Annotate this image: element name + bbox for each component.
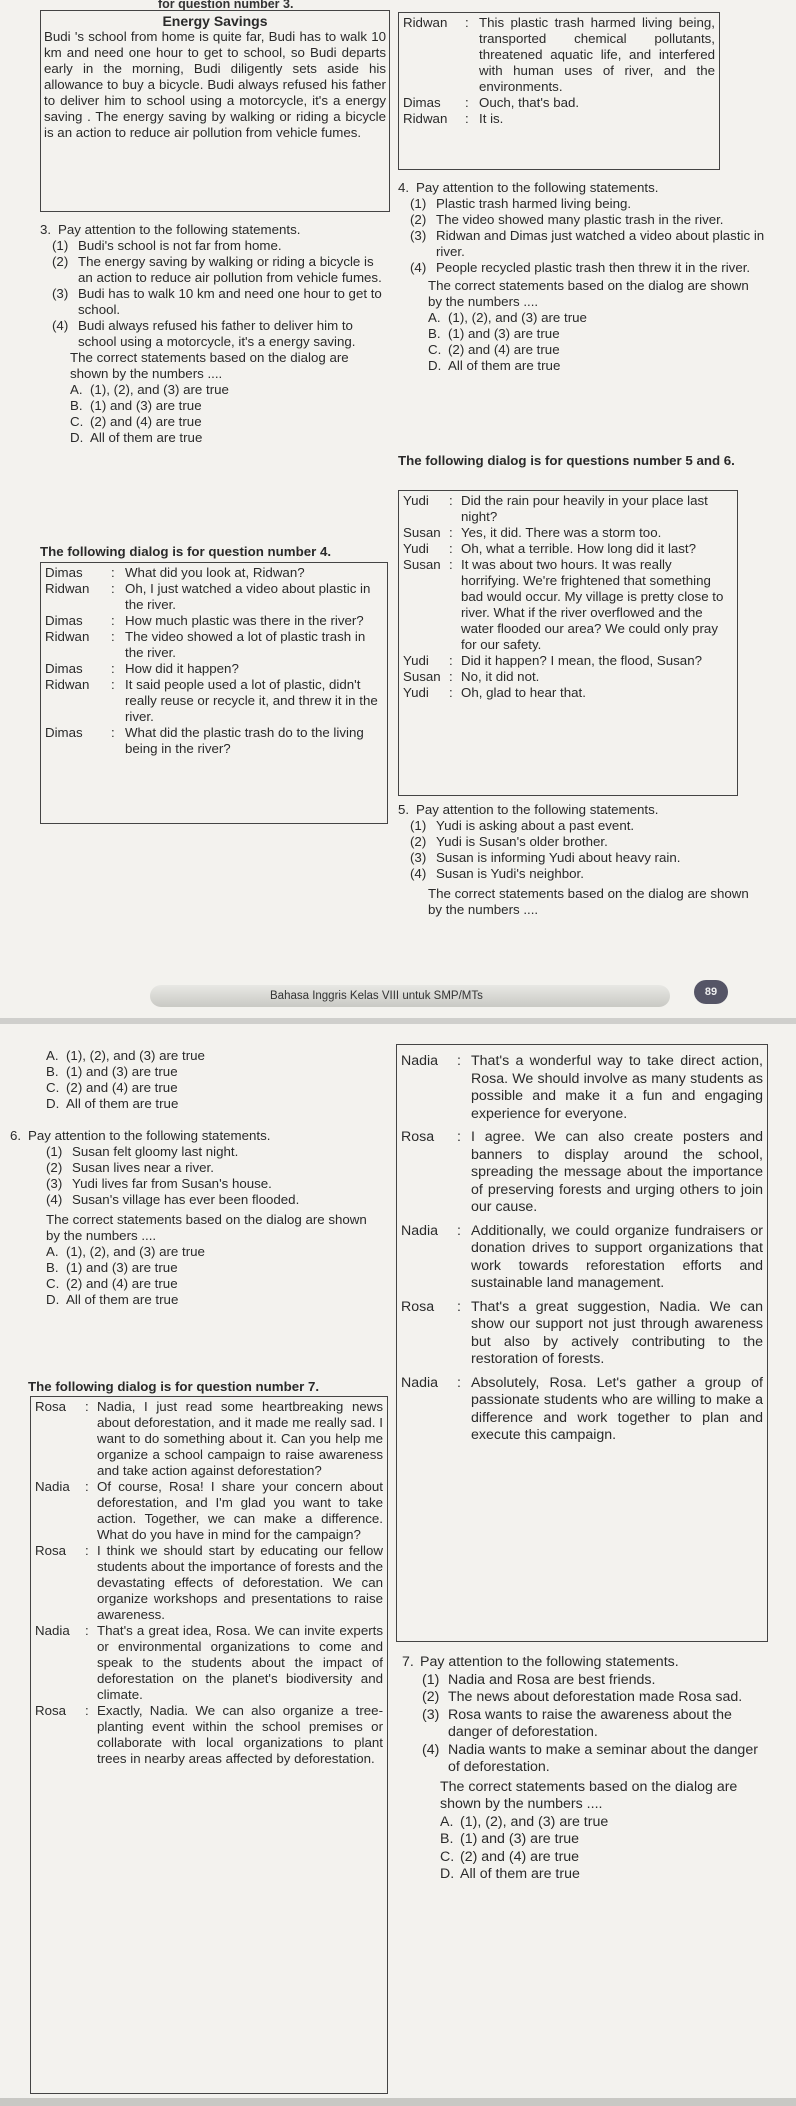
q3-stem	[40, 222, 390, 238]
q4-number: 4.	[398, 180, 410, 195]
header-fragment: for question number 3.	[158, 0, 294, 11]
line-text: Oh, I just watched a video about plastic in the river.	[125, 581, 371, 612]
speaker: Dimas	[45, 725, 83, 740]
q5-statement	[398, 866, 766, 882]
q6-statement	[10, 1176, 396, 1192]
speaker: Ridwan	[403, 111, 448, 126]
line-text: Nadia, I just read some heartbreaking news about deforestation, and it made me really sad. I want to do something about it. Can you help me organize a school campaign to raise awareness and take action against deforestation?	[97, 1399, 383, 1478]
q4-s3-text: Ridwan and Dimas just watched a video about plastic in river.	[436, 228, 765, 259]
dialog56-lines	[403, 493, 733, 701]
q5-lead: The correct statements based on the dialog are shown by the numbers ....	[428, 886, 749, 917]
option-letter: C.	[46, 1276, 60, 1291]
line-text: Yes, it did. There was a storm too.	[461, 525, 662, 540]
option-letter: B.	[46, 1064, 59, 1079]
colon: :	[457, 1053, 461, 1069]
q5-s2-text: Yudi is Susan's older brother.	[436, 834, 608, 849]
q5-option-d[interactable]	[34, 1096, 396, 1112]
q3-statement	[40, 238, 390, 254]
q5-number: 5.	[398, 802, 410, 817]
dialog56-box	[398, 490, 738, 796]
option-text: (1) and (3) are true	[460, 1831, 580, 1847]
dialog7-continued-lines	[401, 1053, 763, 1445]
dialog56-heading: The following dialog is for questions number 5 and 6.	[398, 453, 735, 468]
q7-s2-num: (2)	[422, 1689, 440, 1705]
option-text: All of them are true	[460, 1866, 580, 1882]
colon: :	[85, 1623, 89, 1638]
book-title: Bahasa Inggris Kelas VIII untuk SMP/MTs	[270, 990, 483, 1002]
colon: :	[449, 541, 453, 556]
q7-s4-text: Nadia wants to make a seminar about the danger of deforestation.	[448, 1741, 758, 1775]
option-letter: D.	[70, 430, 84, 445]
q3-stem-text: Pay attention to the following statements.	[58, 222, 301, 237]
speaker: Nadia	[401, 1374, 439, 1391]
q6-option-b[interactable]	[10, 1260, 396, 1276]
question-7	[402, 1654, 768, 1884]
line-text: I agree. We can also create posters and banners to display around the school, spreading the message about the importance of preserving forests and urging others to join our cause.	[471, 1129, 763, 1215]
option-text: All of them are true	[90, 430, 203, 445]
q7-s2-text: The news about deforestation made Rosa sad.	[448, 1689, 743, 1705]
dialog4-continued-lines	[403, 15, 715, 127]
q5-option-a[interactable]	[34, 1048, 396, 1064]
colon: :	[111, 629, 115, 644]
dialog7-heading: The following dialog is for question number 7.	[28, 1379, 320, 1394]
q4-option-b[interactable]	[398, 326, 766, 342]
option-letter: C.	[70, 414, 84, 429]
speaker: Rosa	[35, 1543, 67, 1558]
q7-statement	[402, 1707, 768, 1742]
option-letter: A.	[46, 1244, 59, 1259]
q5-s3-num: (3)	[410, 850, 427, 865]
q7-statement	[402, 1672, 768, 1690]
line-text: No, it did not.	[461, 669, 540, 684]
q5-statement	[398, 850, 766, 866]
q3-statement	[40, 254, 390, 286]
option-letter: A.	[46, 1048, 59, 1063]
q3-s3-text: Budi has to walk 10 km and need one hour to get to school.	[78, 286, 382, 317]
speaker: Dimas	[45, 613, 83, 628]
option-letter: D.	[440, 1866, 455, 1882]
option-text: (1), (2), and (3) are true	[66, 1048, 205, 1063]
q3-option-a[interactable]	[40, 382, 390, 398]
q3-statement	[40, 286, 390, 318]
q6-statement	[10, 1144, 396, 1160]
option-text: (2) and (4) are true	[90, 414, 202, 429]
question-4	[398, 180, 766, 374]
line-text: It was about two hours. It was really horrifying. We're frightened that something bad would occur. My village is pretty close to river. What if the river overflowed and the water flooded our area? We could only pray for our safety.	[461, 557, 724, 652]
speaker: Rosa	[401, 1298, 435, 1315]
q6-s1-text: Susan felt gloomy last night.	[72, 1144, 239, 1159]
colon: :	[449, 493, 453, 508]
q4-option-c[interactable]	[398, 342, 766, 358]
option-text: (2) and (4) are true	[66, 1080, 178, 1095]
q4-s4-text: People recycled plastic trash then threw it in the river.	[436, 260, 751, 275]
q7-statement	[402, 1689, 768, 1707]
q6-s2-text: Susan lives near a river.	[72, 1160, 214, 1175]
q3-s3-num: (3)	[52, 286, 69, 301]
q5-option-c[interactable]	[34, 1080, 396, 1096]
q5-s1-num: (1)	[410, 818, 427, 833]
line-text: Absolutely, Rosa. Let's gather a group of passionate students who are willing to make a difference and work together to plan and execute this campaign.	[471, 1374, 763, 1443]
line-text: That's a great suggestion, Nadia. We can show our support not just through awareness but also by actively contributing to the restoration of forests.	[471, 1298, 763, 1367]
line-text: That's a wonderful way to take direct action, Rosa. We should involve as many students as possible and make it a fun and engaging experience for everyone.	[471, 1053, 763, 1122]
q3-s1-text: Budi's school is not far from home.	[78, 238, 282, 253]
option-letter: A.	[428, 310, 441, 325]
line-text: How much plastic was there in the river?	[125, 613, 364, 628]
q3-option-d[interactable]	[40, 430, 390, 446]
colon: :	[111, 565, 115, 580]
q6-lead: The correct statements based on the dialog are shown by the numbers ....	[46, 1212, 367, 1243]
dialog7-continued-box	[396, 1044, 768, 1642]
line-text: I think we should start by educating our fellow students about the importance of forests and the devastating effects of deforestation. We can organize workshops and presentations to raise awareness.	[97, 1543, 383, 1622]
question-3	[40, 222, 390, 446]
q6-statement	[10, 1160, 396, 1176]
q6-s3-text: Yudi lives far from Susan's house.	[72, 1176, 272, 1191]
q7-s3-text: Rosa wants to raise the awareness about the danger of deforestation.	[448, 1706, 732, 1740]
line-text: It is.	[479, 111, 504, 126]
speaker: Rosa	[35, 1399, 67, 1414]
colon: :	[457, 1129, 461, 1145]
speaker: Ridwan	[403, 15, 448, 30]
speaker: Dimas	[403, 95, 441, 110]
q7-option-d[interactable]	[402, 1866, 768, 1884]
energy-title: Energy Savings	[162, 13, 268, 29]
speaker: Nadia	[35, 1623, 70, 1638]
question-5	[398, 802, 766, 918]
option-text: (1) and (3) are true	[90, 398, 202, 413]
energy-paragraph: Budi 's school from home is quite far, Budi has to walk 10 km and need one hour to get to school, so Budi departs early in the morning, Budi diligently sets aside his allowance to buy a bicycle. Budi always refused his father to deliver him to school using a motorcycle, it's a energy saving . The energy saving by walking or riding a bicycle is an action to reduce air pollution from vehicle fumes.	[44, 29, 386, 140]
q5-option-b[interactable]	[34, 1064, 396, 1080]
speaker: Ridwan	[45, 677, 90, 692]
line-text: This plastic trash harmed living being, transported chemical pollutants, threatened aquatic life, and interfered with human uses of river, and the environments.	[479, 15, 715, 94]
colon: :	[465, 15, 469, 30]
colon: :	[457, 1298, 461, 1315]
option-text: (1), (2), and (3) are true	[460, 1813, 609, 1830]
option-letter: A.	[70, 382, 83, 397]
q4-s2-num: (2)	[410, 212, 427, 227]
q7-option-c[interactable]	[402, 1849, 768, 1867]
q4-statement	[398, 196, 766, 212]
q3-option-b[interactable]	[40, 398, 390, 414]
q4-s4-num: (4)	[410, 260, 427, 275]
q4-statement	[398, 212, 766, 228]
q6-stem	[10, 1128, 396, 1144]
textbook-page-89	[0, 0, 796, 1018]
option-text: (1) and (3) are true	[66, 1260, 178, 1275]
q3-statement	[40, 318, 390, 350]
q5-s3-text: Susan is informing Yudi about heavy rain.	[436, 850, 681, 865]
colon: :	[457, 1374, 461, 1391]
q7-number: 7.	[402, 1654, 414, 1670]
speaker: Nadia	[35, 1479, 70, 1494]
colon: :	[111, 661, 115, 676]
q5-statement	[398, 834, 766, 850]
q6-statement	[10, 1192, 396, 1208]
q5-statement	[398, 818, 766, 834]
option-text: (1), (2), and (3) are true	[90, 382, 229, 397]
colon: :	[111, 725, 115, 740]
dialog7-box	[30, 1396, 388, 2094]
q7-statement	[402, 1742, 768, 1777]
q5-s2-num: (2)	[410, 834, 427, 849]
line-text: What did the plastic trash do to the living being in the river?	[125, 725, 364, 756]
option-text: All of them are true	[66, 1292, 179, 1307]
q3-option-c[interactable]	[40, 414, 390, 430]
line-text: The video showed a lot of plastic trash in the river.	[125, 629, 366, 660]
speaker: Rosa	[35, 1703, 67, 1718]
q5-s1-text: Yudi is asking about a past event.	[436, 818, 635, 833]
energy-savings-box	[40, 10, 390, 212]
q6-s3-num: (3)	[46, 1176, 63, 1191]
q6-s4-num: (4)	[46, 1192, 63, 1207]
q7-option-a[interactable]	[402, 1814, 768, 1832]
q3-s4-num: (4)	[52, 318, 69, 333]
colon: :	[449, 653, 453, 668]
colon: :	[85, 1703, 89, 1718]
line-text: It said people used a lot of plastic, didn't really reuse or recycle it, and threw it in the river.	[125, 677, 378, 724]
speaker: Ridwan	[45, 581, 90, 596]
colon: :	[111, 581, 115, 596]
q4-s3-num: (3)	[410, 228, 427, 243]
speaker: Dimas	[45, 661, 83, 676]
line-text: Did it happen? I mean, the flood, Susan?	[461, 653, 702, 668]
q4-lead: The correct statements based on the dialog are shown by the numbers ....	[428, 278, 749, 309]
q6-number: 6.	[10, 1128, 22, 1143]
speaker: Dimas	[45, 565, 83, 580]
line-text: Ouch, that's bad.	[479, 95, 580, 110]
colon: :	[465, 111, 469, 126]
q6-s2-num: (2)	[46, 1160, 63, 1175]
line-text: That's a great idea, Rosa. We can invite experts or environmental organizations to come and speak to the students about the impact of deforestation on the planet's biodiversity and climate.	[97, 1623, 383, 1702]
q7-s1-text: Nadia and Rosa are best friends.	[448, 1671, 656, 1688]
q4-stem	[398, 180, 766, 196]
colon: :	[111, 613, 115, 628]
option-text: (1) and (3) are true	[66, 1064, 178, 1079]
speaker: Susan	[403, 525, 441, 540]
q6-s4-text: Susan's village has ever been flooded.	[72, 1192, 300, 1207]
dialog4-lines	[45, 565, 383, 757]
q5-s4-num: (4)	[410, 866, 427, 881]
q3-s1-num: (1)	[52, 238, 69, 253]
option-text: All of them are true	[66, 1096, 179, 1111]
q7-option-b[interactable]	[402, 1831, 768, 1849]
dialog4-continued-box	[398, 12, 720, 170]
q5-s4-text: Susan is Yudi's neighbor.	[436, 866, 584, 881]
colon: :	[449, 685, 453, 700]
page-number: 89	[694, 980, 728, 1004]
q3-s2-num: (2)	[52, 254, 69, 269]
q4-stem-text: Pay attention to the following statements.	[416, 180, 659, 195]
q4-s1-num: (1)	[410, 196, 427, 211]
option-letter: D.	[46, 1096, 60, 1111]
colon: :	[111, 677, 115, 692]
next-page-edge	[0, 2098, 796, 2106]
option-text: (1), (2), and (3) are true	[66, 1244, 205, 1259]
option-text: (1) and (3) are true	[448, 326, 560, 341]
q4-s2-text: The video showed many plastic trash in the river.	[436, 212, 724, 227]
speaker: Ridwan	[45, 629, 90, 644]
option-text: (2) and (4) are true	[448, 342, 560, 357]
speaker: Yudi	[403, 685, 429, 700]
q3-s4-text: Budi always refused his father to deliver him to school using a motorcycle, it's a energy saving.	[78, 318, 356, 349]
colon: :	[449, 669, 453, 684]
line-text: Oh, glad to hear that.	[461, 685, 586, 700]
q7-stem	[402, 1654, 768, 1672]
q7-s4-num: (4)	[422, 1741, 440, 1758]
line-text: Did the rain pour heavily in your place last night?	[461, 493, 708, 524]
q5-stem	[398, 802, 766, 818]
question-6	[10, 1128, 396, 1308]
q6-stem-text: Pay attention to the following statements.	[28, 1128, 271, 1143]
speaker: Yudi	[403, 653, 429, 668]
q3-number: 3.	[40, 222, 52, 237]
colon: :	[465, 95, 469, 110]
line-text: Of course, Rosa! I share your concern about deforestation, and I'm glad you want to take action. Together, we can make a difference. What do you have in mind for the campaign?	[97, 1479, 383, 1542]
q6-option-a[interactable]	[10, 1244, 396, 1260]
q7-s3-num: (3)	[422, 1706, 440, 1723]
q6-s1-num: (1)	[46, 1144, 63, 1159]
speaker: Susan	[403, 669, 441, 684]
q4-option-a[interactable]	[398, 310, 766, 326]
q6-option-c[interactable]	[10, 1276, 396, 1292]
option-text: (2) and (4) are true	[460, 1848, 580, 1865]
colon: :	[85, 1543, 89, 1558]
option-text: (1), (2), and (3) are true	[448, 310, 587, 325]
line-text: What did you look at, Ridwan?	[125, 565, 305, 580]
colon: :	[457, 1222, 461, 1239]
q3-s2-text: The energy saving by walking or riding a bicycle is an action to reduce air pollution from vehicle fumes.	[78, 254, 382, 285]
option-letter: C.	[46, 1080, 60, 1095]
option-letter: B.	[428, 326, 441, 341]
q5-stem-text: Pay attention to the following statements.	[416, 802, 659, 817]
option-letter: B.	[440, 1831, 454, 1847]
speaker: Yudi	[403, 493, 429, 508]
q6-option-d[interactable]	[10, 1292, 396, 1308]
option-text: (2) and (4) are true	[66, 1276, 178, 1291]
speaker: Nadia	[401, 1222, 439, 1239]
q4-statement	[398, 228, 766, 260]
line-text: How did it happen?	[125, 661, 239, 676]
option-letter: B.	[46, 1260, 59, 1275]
line-text: Exactly, Nadia. We can also organize a tree-planting event within the school premises or collaborate with local organizations to plant trees in nearby areas affected by deforestation.	[97, 1703, 383, 1766]
speaker: Yudi	[403, 541, 429, 556]
colon: :	[449, 557, 453, 572]
q4-s1-text: Plastic trash harmed living being.	[436, 196, 632, 211]
speaker: Susan	[403, 557, 441, 572]
q3-lead: The correct statements based on the dialog are shown by the numbers ....	[70, 350, 349, 381]
option-text: All of them are true	[448, 358, 561, 373]
line-text: Additionally, we could organize fundraisers or donation drives to support organizations that work towards reforestation efforts and sustainable land management.	[471, 1222, 763, 1291]
speaker: Rosa	[401, 1129, 435, 1145]
q7-s1-num: (1)	[422, 1671, 440, 1688]
q4-statement	[398, 260, 766, 276]
option-letter: C.	[428, 342, 442, 357]
dialog4-heading: The following dialog is for question number 4.	[40, 544, 332, 559]
colon: :	[85, 1479, 89, 1494]
option-letter: A.	[440, 1813, 454, 1830]
option-letter: C.	[440, 1848, 455, 1865]
option-letter: D.	[428, 358, 442, 373]
q7-stem-text: Pay attention to the following statements.	[420, 1654, 679, 1670]
textbook-page-90	[0, 1024, 796, 2106]
q7-lead: The correct statements based on the dialog are shown by the numbers ....	[440, 1778, 738, 1812]
colon: :	[85, 1399, 89, 1414]
speaker: Nadia	[401, 1053, 439, 1069]
option-letter: D.	[46, 1292, 60, 1307]
q5-options	[34, 1048, 396, 1112]
page-footer	[150, 985, 670, 1007]
q4-option-d[interactable]	[398, 358, 766, 374]
colon: :	[449, 525, 453, 540]
dialog7-lines	[35, 1399, 383, 1767]
dialog4-box	[40, 562, 388, 824]
option-letter: B.	[70, 398, 83, 413]
line-text: Oh, what a terrible. How long did it last?	[461, 541, 697, 556]
